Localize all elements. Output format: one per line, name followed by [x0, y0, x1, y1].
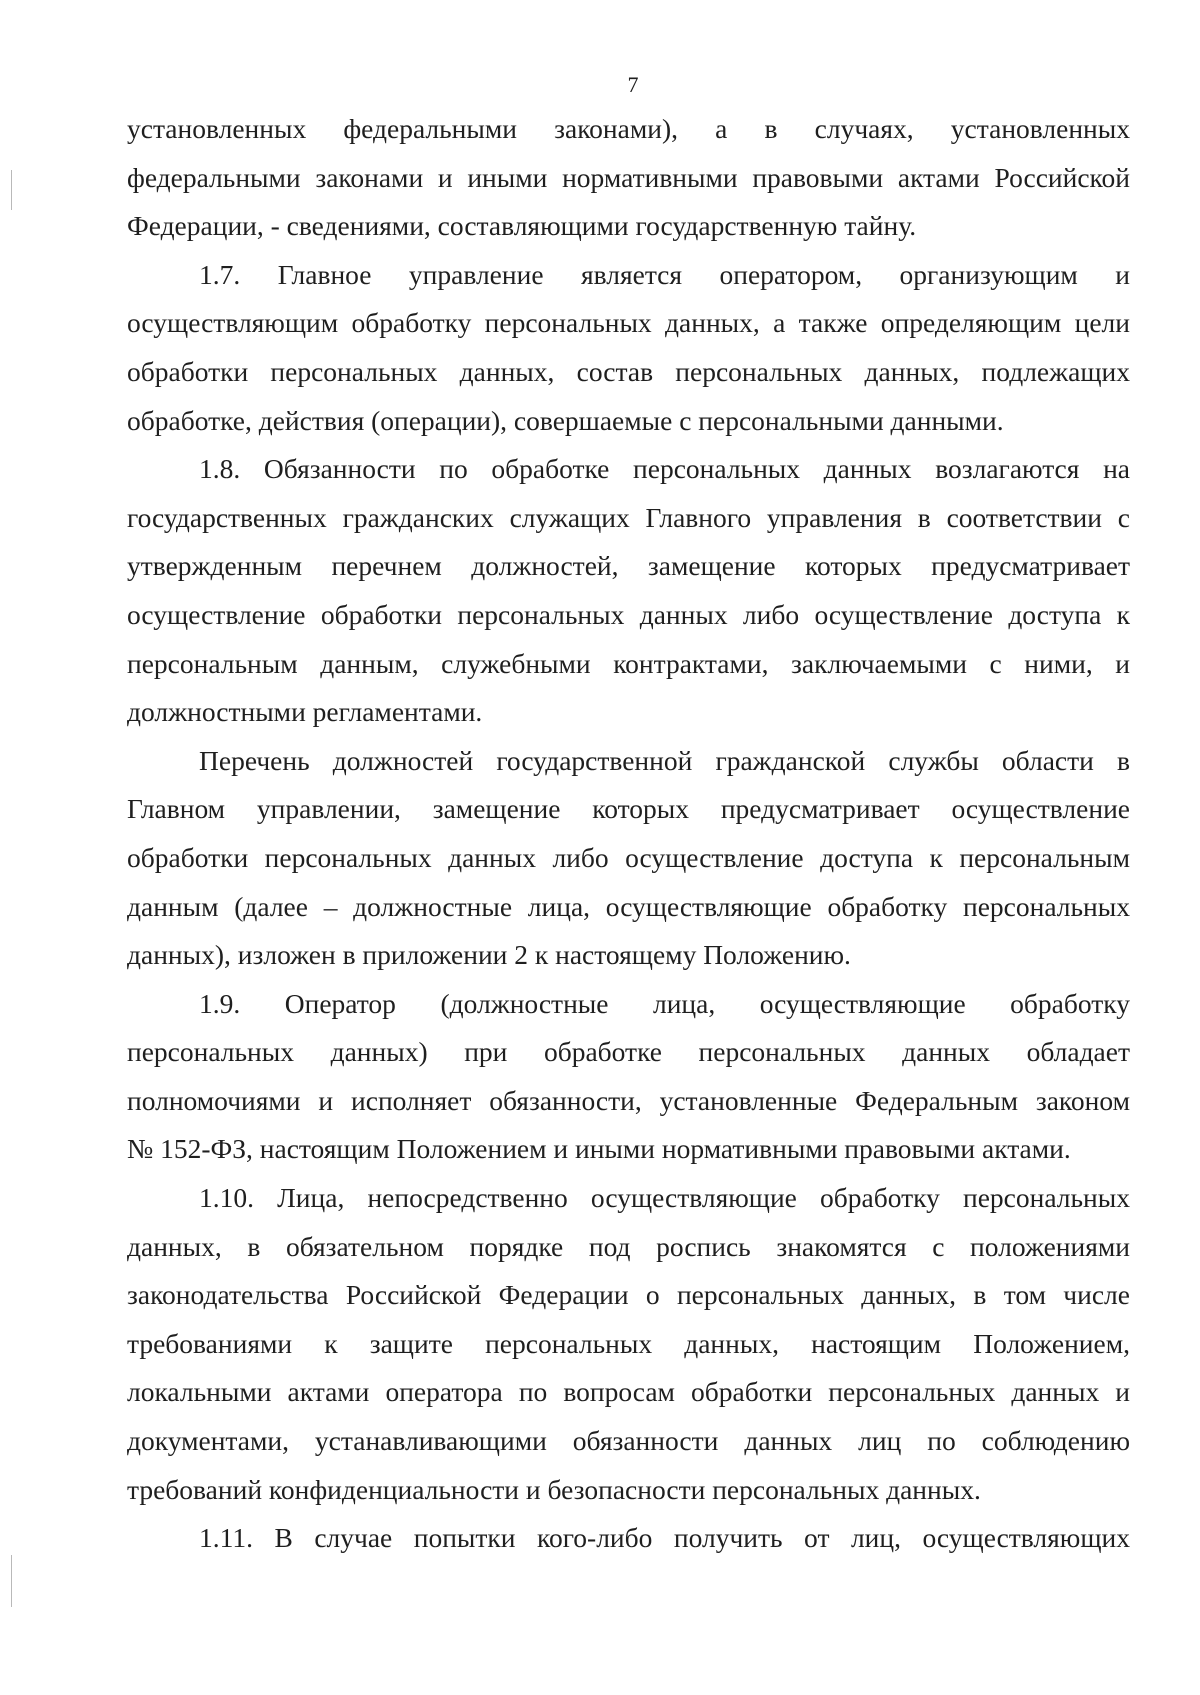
paragraph-item-1-8 — [127, 445, 1130, 737]
text-line: обработки персональных данных либо осуществление доступа к персональным — [127, 841, 1130, 873]
text-line: требований конфиденциальности и безопасности персональных данных. — [127, 1473, 981, 1505]
text-line: 1.7. Главное управление является оператором, организующим и — [199, 258, 1130, 290]
text-line: должностными регламентами. — [127, 696, 483, 728]
text-line: данных), изложен в приложении 2 к настоящему Положению. — [127, 939, 851, 971]
text-line: персональных данных) при обработке персональных данных обладает — [127, 1036, 1130, 1068]
text-line: 1.11. В случае попытки кого-либо получить от лиц, осуществляющих — [199, 1522, 1130, 1554]
paragraph-continuation — [127, 105, 1130, 251]
text-line: данных, в обязательном порядке под роспись знакомятся с положениями — [127, 1230, 1130, 1262]
paragraph-item-1-7 — [127, 251, 1130, 445]
text-line: персональным данным, служебными контрактами, заключаемыми с ними, и — [127, 647, 1130, 679]
text-line: осуществление обработки персональных данных либо осуществление доступа к — [127, 598, 1130, 630]
text-line: обработки персональных данных, состав персональных данных, подлежащих — [127, 355, 1130, 387]
text-line: государственных гражданских служащих Главного управления в соответствии с — [127, 501, 1130, 533]
text-line: 1.8. Обязанности по обработке персональных данных возлагаются на — [199, 453, 1130, 485]
paragraph-item-1-10 — [127, 1174, 1130, 1514]
text-line: 1.10. Лица, непосредственно осуществляющие обработку персональных — [199, 1182, 1130, 1214]
text-line: федеральными законами и иными нормативными правовыми актами Российской — [127, 161, 1130, 193]
scan-edge-mark — [11, 170, 12, 210]
text-line: Федерации, - сведениями, составляющими государственную тайну. — [127, 210, 917, 242]
paragraph-positions-list — [127, 737, 1130, 980]
document-body — [127, 105, 1130, 1563]
page-number: 7 — [627, 72, 639, 97]
text-line: установленных федеральными законами), а в случаях, установленных — [127, 113, 1130, 144]
text-line: локальными актами оператора по вопросам обработки персональных данных и — [127, 1376, 1130, 1408]
paragraph-item-1-9 — [127, 980, 1130, 1174]
paragraph-item-1-11 — [127, 1514, 1130, 1563]
text-line: 1.9. Оператор (должностные лица, осуществляющие обработку — [199, 987, 1130, 1019]
scan-edge-mark — [11, 1555, 12, 1607]
text-line: утвержденным перечнем должностей, замещение которых предусматривает — [127, 550, 1130, 582]
text-line: документами, устанавливающими обязанности данных лиц по соблюдению — [127, 1425, 1130, 1457]
text-line: требованиями к защите персональных данных, настоящим Положением, — [127, 1327, 1130, 1359]
text-line: Главном управлении, замещение которых предусматривает осуществление — [127, 793, 1130, 825]
text-line: Перечень должностей государственной гражданской службы области в — [199, 744, 1130, 776]
text-line: полномочиями и исполняет обязанности, установленные Федеральным законом — [127, 1084, 1130, 1116]
text-line: законодательства Российской Федерации о персональных данных, в том числе — [127, 1279, 1130, 1311]
text-line: обработке, действия (операции), совершаемые с персональными данными. — [127, 404, 1004, 436]
text-line: данным (далее – должностные лица, осуществляющие обработку персональных — [127, 890, 1130, 922]
text-line: № 152-ФЗ, настоящим Положением и иными нормативными правовыми актами. — [127, 1133, 1071, 1165]
text-line: осуществляющим обработку персональных данных, а также определяющим цели — [127, 307, 1130, 339]
